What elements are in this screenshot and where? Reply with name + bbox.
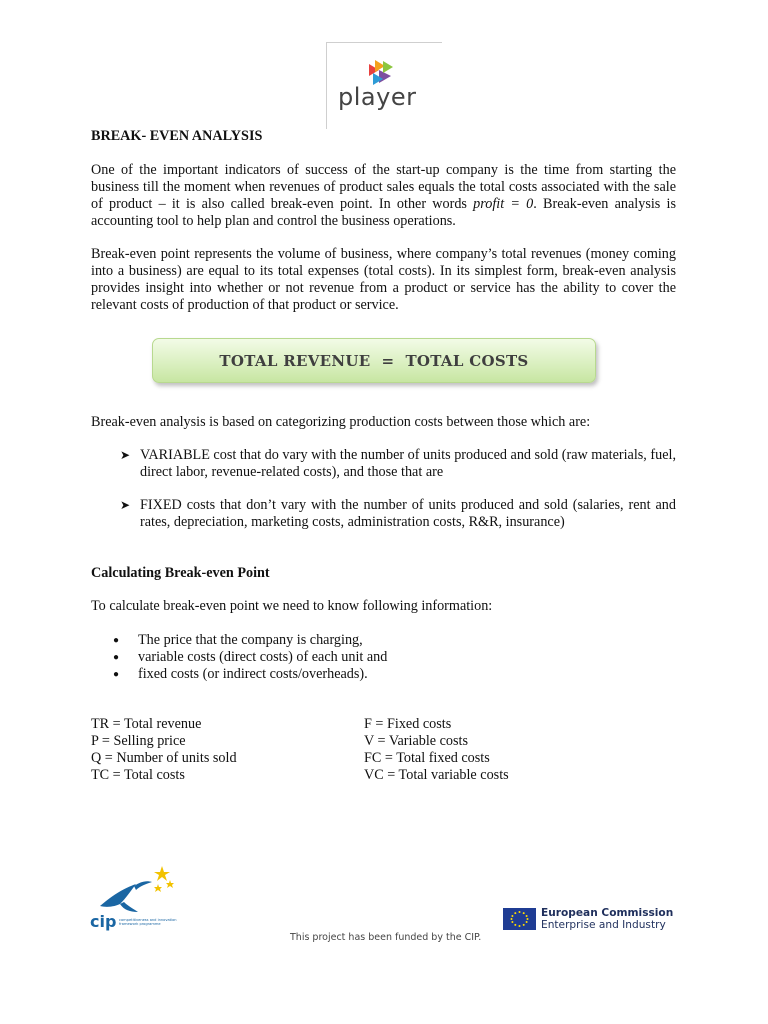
list-item-fixed-cost [120,497,676,531]
definition-vc: VC = Total variable costs [364,767,509,783]
bullet-icon: ● [113,652,120,663]
info-item-text: The price that the company is charging, [138,632,363,648]
definition-tc: TC = Total costs [91,767,185,783]
eu-flag-icon [503,908,536,930]
variable-cost-text: VARIABLE cost that do vary with the number of units produced and sold (raw materials, fuel, direct labor, revenue-related costs), and those that are [140,447,676,480]
intro-paragraph [91,162,676,230]
eu-commission-logo-text [541,907,673,931]
arrow-bullet-icon: ➤ [120,448,131,462]
list-item [113,666,387,683]
list-item-variable-cost [120,447,676,481]
intro-text-before: One of the important indicators of success of the start-up company is the time from starting the business till the moment when revenues of product sales equals the total costs associated with the sale of product – it is also called break-even point. In other words [91,162,676,212]
intro-text-after: . Break-even analysis is accounting tool to help plan and control the business operations. [91,196,676,229]
formula-text: TOTAL REVENUE = TOTAL COSTS [219,351,529,370]
fixed-cost-text: FIXED costs that don’t vary with the number of units produced and sold (salaries, rent and rates, depreciation, marketing costs, administration costs, R&R, insurance) [140,497,676,530]
definitions-left [91,716,237,784]
player-logo-icon [365,58,395,86]
definition-tr: TR = Total revenue [91,716,202,732]
info-list [113,632,387,683]
list-item [113,649,387,666]
player-logo-text: player [338,83,417,111]
cip-logo-text: cip [90,912,117,931]
funding-note: This project has been funded by the CIP. [290,932,482,943]
definition-v: V = Variable costs [364,733,469,749]
categorizing-paragraph: Break-even analysis is based on categorizing production costs between those which are: [91,414,591,430]
info-intro-paragraph: To calculate break-even point we need to know following information: [91,598,493,614]
arrow-bullet-icon: ➤ [120,498,131,512]
definition-f: F = Fixed costs [364,716,452,732]
cip-logo-subtext: competitiveness and innovation framework programme [119,918,177,926]
definition-p: P = Selling price [91,733,186,749]
formula-box [152,338,596,383]
info-item-text: variable costs (direct costs) of each unit and [138,649,388,665]
player-logo [326,42,442,129]
page-title: BREAK- EVEN ANALYSIS [91,128,263,144]
break-even-definition-paragraph: Break-even point represents the volume of business, where company’s total revenues (money coming into a business) are equal to its total expenses (total costs). In its simplest form, break-even analysis provides insight into whether or not revenue from a product or service has the ability to cover the relevant costs of production of that product or service. [91,246,676,313]
profit-formula: profit = 0 [473,196,534,212]
list-item [113,632,387,649]
bullet-icon: ● [113,635,120,646]
bullet-icon: ● [113,669,120,680]
section-title-calculating: Calculating Break-even Point [91,565,270,581]
eu-line-1: European Commission [541,907,674,919]
definition-q: Q = Number of units sold [91,750,237,766]
definitions-right [364,716,509,784]
info-item-text: fixed costs (or indirect costs/overheads). [138,666,368,682]
eu-line-2: Enterprise and Industry [541,919,666,931]
definition-fc: FC = Total fixed costs [364,750,490,766]
